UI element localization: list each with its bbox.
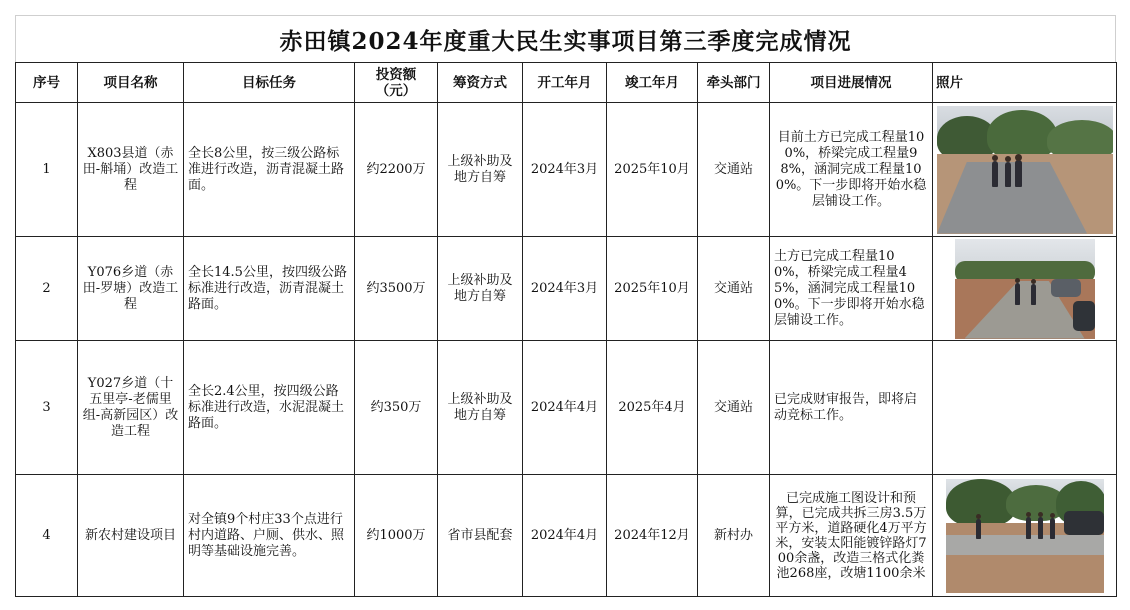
cell-photo-empty	[933, 341, 1117, 475]
cell-target: 全长2.4公里，按四级公路标准进行改造，水泥混凝土路面。	[184, 341, 355, 475]
header-row	[16, 63, 1117, 103]
header-funding: 筹资方式	[438, 63, 523, 103]
cell-photo	[933, 237, 1117, 341]
cell-no: 3	[16, 341, 78, 475]
cell-dept: 交通站	[698, 341, 770, 475]
cell-dept: 交通站	[698, 103, 770, 237]
table-row	[16, 237, 1117, 341]
cell-no: 2	[16, 237, 78, 341]
table-row	[16, 103, 1117, 237]
header-progress: 项目进展情况	[770, 63, 933, 103]
cell-start: 2024年3月	[523, 103, 607, 237]
cell-name: 新农村建设项目	[78, 475, 184, 597]
cell-dept: 新村办	[698, 475, 770, 597]
cell-funding: 上级补助及地方自筹	[438, 341, 523, 475]
cell-start: 2024年3月	[523, 237, 607, 341]
cell-photo	[933, 103, 1117, 237]
header-start: 开工年月	[523, 63, 607, 103]
cell-invest: 约1000万	[355, 475, 438, 597]
cell-target: 全长8公里，按三级公路标准进行改造，沥青混凝土路面。	[184, 103, 355, 237]
cell-progress: 已完成施工图设计和预算，已完成共拆三房3.5万平方米，道路硬化4万平方米，安装太阳能镀锌路灯700余盏，改造三格式化粪池268座，改塘1100余米	[770, 475, 933, 597]
cell-name: Y076乡道（赤田-罗塘）改造工程	[78, 237, 184, 341]
table-row	[16, 341, 1117, 475]
cell-name: Y027乡道（十五里亭-老儒里组-高新园区）改造工程	[78, 341, 184, 475]
header-name: 项目名称	[78, 63, 184, 103]
cell-invest: 约2200万	[355, 103, 438, 237]
header-dept: 牵头部门	[698, 63, 770, 103]
header-no: 序号	[16, 63, 78, 103]
cell-funding: 上级补助及地方自筹	[438, 103, 523, 237]
cell-end: 2024年12月	[607, 475, 698, 597]
cell-end: 2025年4月	[607, 341, 698, 475]
cell-end: 2025年10月	[607, 237, 698, 341]
cell-progress: 土方已完成工程量100%，桥梁完成工程量45%，涵洞完成工程量100%。下一步即将开始水稳层铺设工作。	[770, 237, 933, 341]
cell-end: 2025年10月	[607, 103, 698, 237]
table-row	[16, 475, 1117, 597]
header-invest: 投资额（元）	[355, 63, 438, 103]
header-target: 目标任务	[184, 63, 355, 103]
cell-dept: 交通站	[698, 237, 770, 341]
cell-funding: 上级补助及地方自筹	[438, 237, 523, 341]
cell-start: 2024年4月	[523, 475, 607, 597]
cell-target: 全长14.5公里，按四级公路标准进行改造，沥青混凝土路面。	[184, 237, 355, 341]
cell-invest: 约3500万	[355, 237, 438, 341]
header-end: 竣工年月	[607, 63, 698, 103]
cell-progress: 目前土方已完成工程量100%，桥梁完成工程量98%，涵洞完成工程量100%。下一步即将开始水稳层铺设工作。	[770, 103, 933, 237]
cell-funding: 省市县配套	[438, 475, 523, 597]
cell-progress: 已完成财审报告，即将启动竞标工作。	[770, 341, 933, 475]
dirt-road-photo	[955, 239, 1095, 339]
cell-invest: 约350万	[355, 341, 438, 475]
project-table	[15, 62, 1117, 597]
cell-target: 对全镇9个村庄33个点进行村内道路、户厕、供水、照明等基础设施完善。	[184, 475, 355, 597]
village-site-photo	[946, 479, 1104, 593]
cell-no: 1	[16, 103, 78, 237]
cell-name: X803县道（赤田-斛埇）改造工程	[78, 103, 184, 237]
cell-no: 4	[16, 475, 78, 597]
road-inspection-photo	[937, 106, 1113, 234]
cell-start: 2024年4月	[523, 341, 607, 475]
header-photo: 照片	[933, 63, 1117, 103]
document-title: 赤田镇2024年度重大民生实事项目第三季度完成情况	[15, 15, 1116, 63]
cell-photo	[933, 475, 1117, 597]
